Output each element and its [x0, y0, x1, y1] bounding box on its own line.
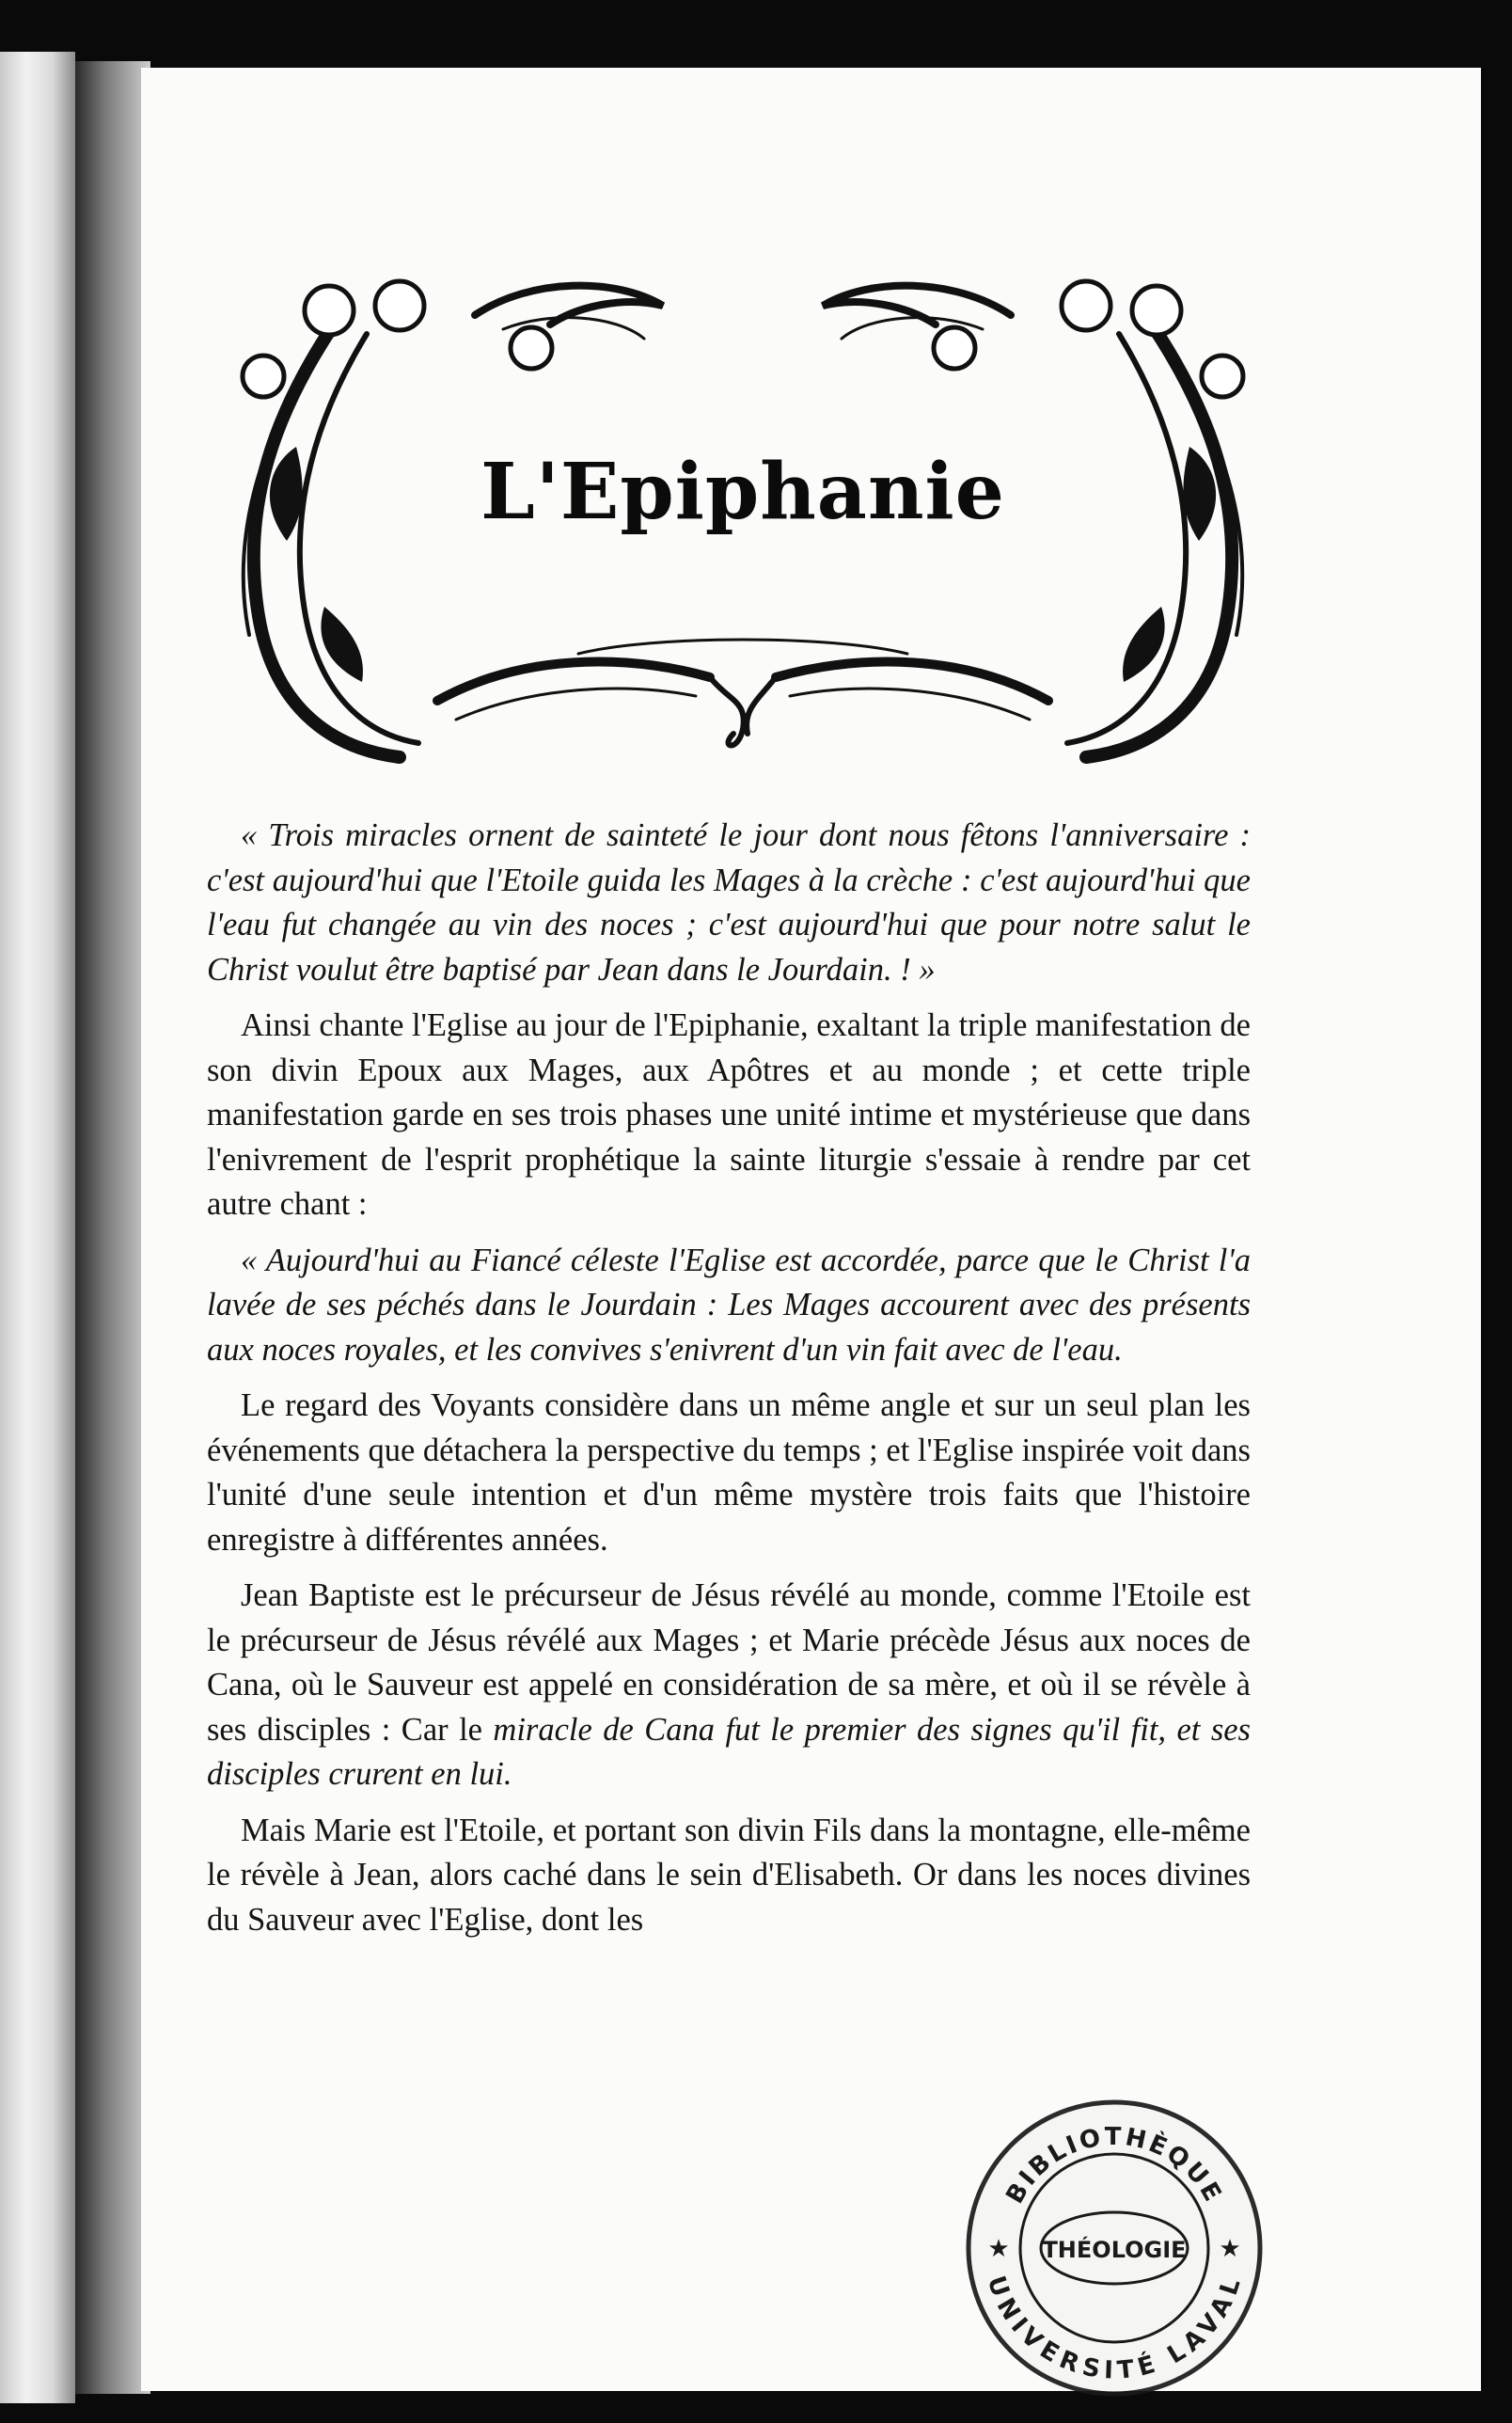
facing-page-edge [0, 52, 75, 2403]
stamp-top-text: BIBLIOTHÈQUE [1000, 2122, 1228, 2209]
star-icon: ★ [1219, 2235, 1241, 2263]
paragraph-italic-text: miracle de Cana fut le premier des signes qu'il fit, et ses disciples crurent en lui. [207, 1711, 1251, 1792]
book-gutter-shadow [75, 61, 150, 2394]
star-icon: ★ [987, 2235, 1010, 2263]
paragraph: Ainsi chante l'Eglise au jour de l'Epiphanie, exaltant la triple manifestation de son divin Epoux aux Mages, aux Apôtres et au monde ; et cette triple manifestation garde en ses trois phases une unité intime et mystérieuse que dans l'enivrement de l'esprit prophétique la sainte liturgie s'essaie à rendre par cet autre chant : [207, 1007, 1251, 1222]
paragraph-text: Jean Baptiste est le précurseur de Jésus révélé au monde, comme l'Etoile est le précurseur de Jésus révélé aux Mages ; et Marie précède Jésus aux noces de Cana, où le Sauveur est appelé en considération de sa mère, et où il se révèle à ses disciples : Car le [207, 1577, 1251, 1748]
paragraph: « Trois miracles ornent de sainteté le jour dont nous fêtons l'anniversaire : c'est aujourd'hui que l'Etoile guida les Mages à la crèche : c'est aujourd'hui que l'eau fut changée au vin des noces ; c'est aujourd'hui que pour notre salut le Christ voulut être baptisé par Jean dans le Jourdain. ! » [207, 817, 1251, 988]
stamp-bottom-text: UNIVERSITÉ LAVAL [981, 2273, 1248, 2385]
stamp-center-text: THÉOLOGIE [1042, 2237, 1187, 2263]
page-title: L'Epiphanie [480, 447, 1005, 537]
body-text [207, 814, 1251, 1954]
library-stamp [959, 2093, 1269, 2403]
paragraph: Le regard des Voyants considère dans un même angle et sur un seul plan les événements que détachera la perspective du temps ; et l'Eglise inspirée voit dans l'unité d'une seule intention et d'un même mystère trois faits que l'histoire enregistre à différentes années. [207, 1387, 1251, 1558]
paragraph [207, 1574, 1251, 1797]
paragraph: Mais Marie est l'Etoile, et portant son divin Fils dans la montagne, elle-même le révèle à Jean, alors caché dans le sein d'Elisabeth. Or dans les noces divines du Sauveur avec l'Eglise, dont les [207, 1812, 1251, 1938]
paragraph: « Aujourd'hui au Fiancé céleste l'Eglise est accordée, parce que le Christ l'a lavée de ses péchés dans le Jourdain : Les Mages accourent avec des présents aux noces royales, et les convives s'enivrent d'un vin fait avec de l'eau. [207, 1242, 1251, 1368]
